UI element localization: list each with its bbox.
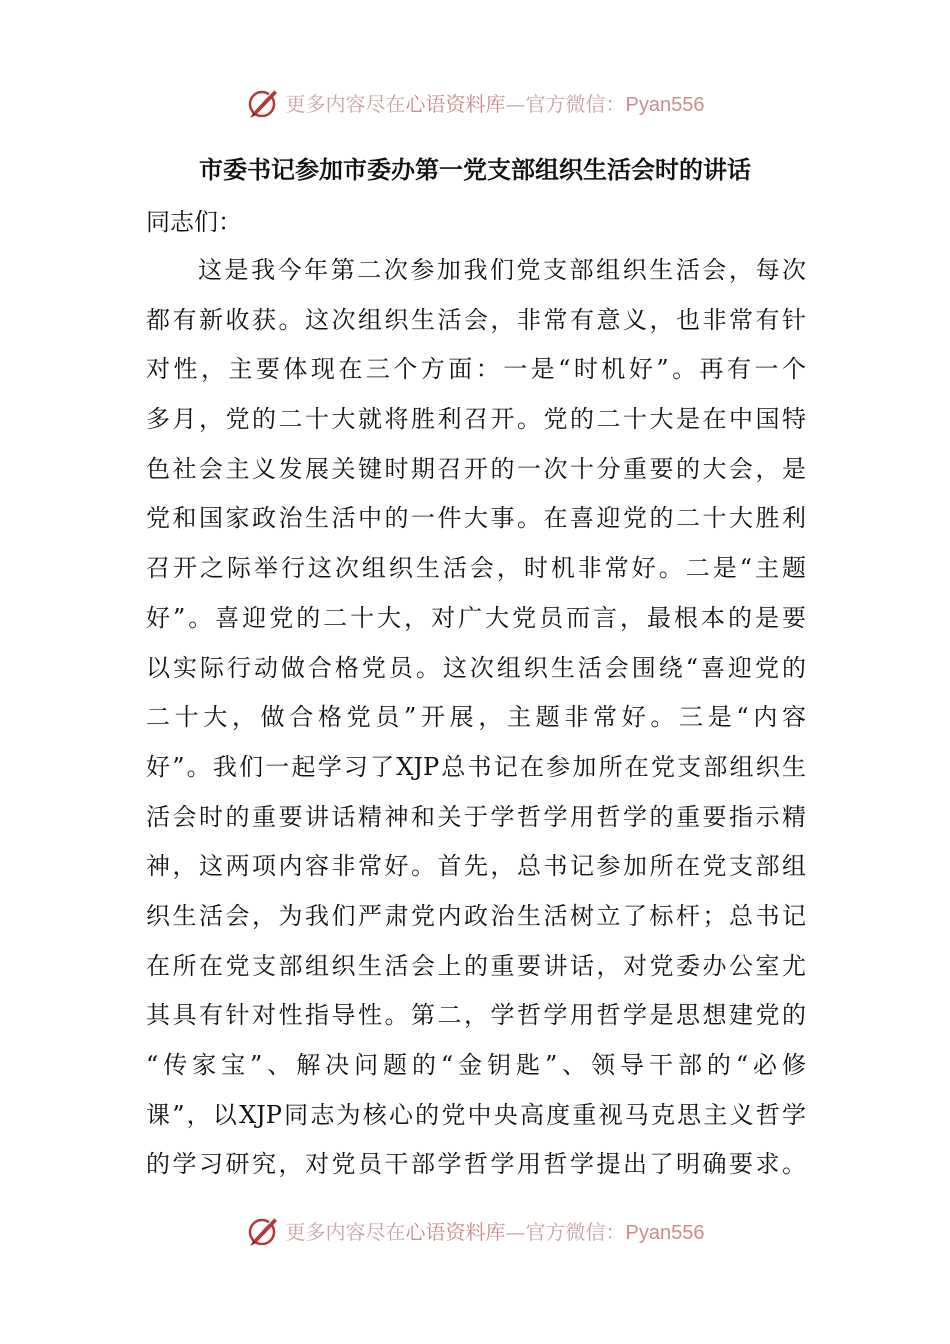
watermark-middle: 官方微信： — [525, 91, 626, 116]
watermark-prefix: 更多内容尽在 — [285, 1219, 406, 1244]
paragraph-line: “传家宝”、解决问题的“金钥匙”、领导干部的“必修 — [146, 1051, 806, 1079]
paragraph-line: 召开之际举行这次组织生活会，时机非常好。二是“主题 — [146, 554, 806, 583]
watermark-dash: — — [505, 91, 526, 116]
paragraph-line: 以实际行动做合格党员。这次组织生活会围绕“喜迎党的 — [146, 653, 806, 682]
paragraph-line: 对性，主要体现在三个方面：一是“时机好”。再有一个 — [146, 355, 806, 384]
quill-pen-logo-icon — [246, 84, 282, 120]
watermark-text — [286, 1216, 705, 1245]
watermark-brand: 心语资料库 — [405, 91, 506, 116]
watermark-handle: Pyan556 — [625, 1221, 705, 1244]
watermark-handle: Pyan556 — [625, 93, 705, 116]
paragraph-line: 色社会主义发展关键时期召开的一次十分重要的大会，是 — [146, 454, 806, 483]
paragraph-line: 活会时的重要讲话精神和关于学哲学用哲学的重要指示精 — [146, 802, 806, 831]
document-title: 市委书记参加市委办第一党支部组织生活会时的讲话 — [199, 156, 751, 184]
paragraph-line: 其具有针对性指导性。第二，学哲学用哲学是思想建党的 — [146, 1001, 806, 1030]
paragraph-line: 这是我今年第二次参加我们党支部组织生活会，每次 — [198, 256, 806, 284]
paragraph-line: 课”，以XJP同志为核心的党中央高度重视马克思主义哲学 — [146, 1100, 806, 1129]
paragraph-line: 织生活会，为我们严肃党内政治生活树立了标杆；总书记 — [146, 901, 806, 930]
watermark-brand: 心语资料库 — [405, 1219, 506, 1244]
paragraph-line: 都有新收获。这次组织生活会，非常有意义，也非常有针 — [146, 305, 806, 334]
footer-watermark — [0, 1210, 950, 1250]
paragraph-line: 多月，党的二十大就将胜利召开。党的二十大是在中国特 — [146, 405, 806, 434]
watermark-middle: 官方微信： — [525, 1219, 626, 1244]
body-paragraph — [146, 246, 806, 1190]
paragraph-line: 好”。我们一起学习了XJP总书记在参加所在党支部组织生 — [146, 752, 806, 781]
paragraph-line: 好”。喜迎党的二十大，对广大党员而言，最根本的是要 — [146, 603, 806, 632]
watermark-dash: — — [505, 1219, 526, 1244]
paragraph-line: 的学习研究，对党员干部学哲学用哲学提出了明确要求。 — [146, 1150, 806, 1179]
paragraph-line: 党和国家政治生活中的一件大事。在喜迎党的二十大胜利 — [146, 504, 806, 533]
paragraph-line: 神，这两项内容非常好。首先，总书记参加所在党支部组 — [146, 852, 806, 881]
header-watermark — [0, 82, 950, 122]
paragraph-line: 在所在党支部组织生活会上的重要讲话，对党委办公室尤 — [146, 951, 806, 980]
watermark-prefix: 更多内容尽在 — [285, 91, 406, 116]
salutation: 同志们： — [146, 208, 242, 236]
paragraph-line: 二十大，做合格党员”开展，主题非常好。三是“内容 — [146, 703, 806, 732]
watermark-text — [286, 88, 705, 117]
quill-pen-logo-icon — [246, 1212, 282, 1248]
